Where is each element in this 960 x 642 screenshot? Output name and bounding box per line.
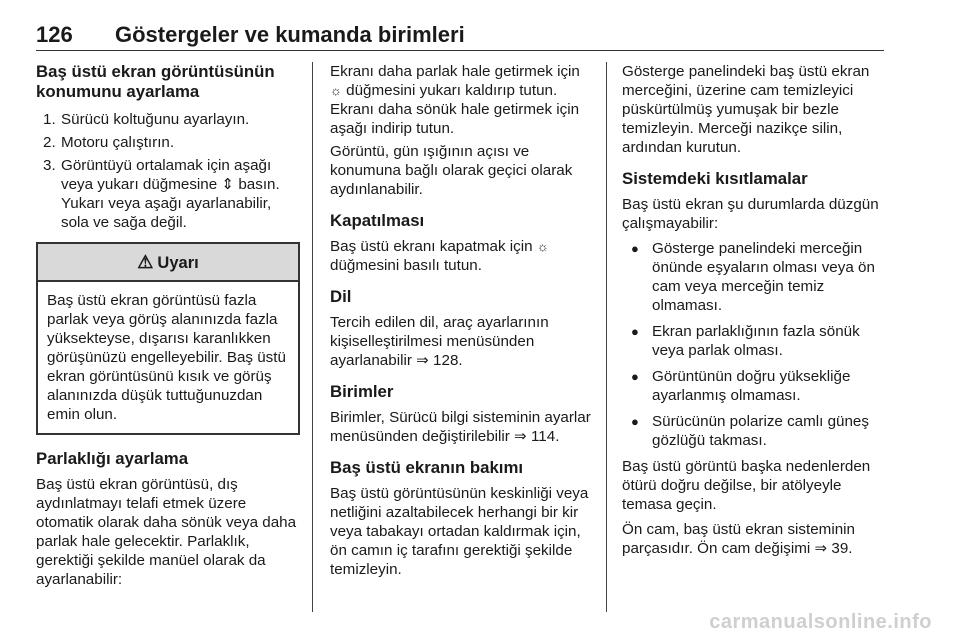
column-3 — [622, 62, 888, 558]
paragraph: Baş üstü görüntü başka nedenlerden ötürü doğru değilse, bir atölyeyle temasa geçin. — [622, 458, 871, 513]
section-heading-position: Baş üstü ekran görüntüsünün konumunu ayarlama — [36, 62, 275, 101]
section-heading-off: Kapatılması — [330, 211, 425, 230]
column-2 — [330, 62, 596, 579]
paragraph: Birimler, Sürücü bilgi sisteminin ayarlar menüsünden değiştirilebilir ⇒ 114. — [330, 409, 591, 445]
limits-list — [622, 239, 888, 450]
brightness-icon: ☼ — [330, 83, 342, 98]
list-item: ● Ekran parlaklığının fazla sönük veya parlak olması. — [631, 323, 860, 359]
section-heading-units: Birimler — [330, 382, 394, 401]
section-heading-care: Baş üstü ekranın bakımı — [330, 458, 524, 477]
section-heading-limits: Sistemdeki kısıtlamalar — [622, 169, 808, 188]
section-heading-language: Dil — [330, 287, 352, 306]
bullet-icon: ● — [631, 369, 639, 384]
warning-title: Uyarı — [157, 254, 199, 272]
warning-text: Baş üstü ekran görüntüsü fazla parlak veya görüş alanınızda fazla yüksekteyse, dışarısı karanlıkken görüşünüzü engelleyebilir. Baş üstü ekran görüntüsünü kısık ve görüş alanınızda düşük tuttuğunuzdan emin olun. — [47, 292, 286, 423]
list-item: ● Gösterge panelindeki merceğin önünde eşyaların olması veya ön cam veya merceğin temiz olmaması. — [631, 240, 875, 314]
paragraph: Tercih edilen dil, araç ayarlarının kişiselleştirilmesi menüsünden ayarlanabilir ⇒ 128. — [330, 314, 549, 369]
warning-header — [38, 244, 298, 282]
paragraph: Ekranı daha parlak hale getirmek için ☼ düğmesini yukarı kaldırıp tutun. — [330, 63, 580, 99]
warning-box — [36, 242, 300, 435]
page-number: 126 — [36, 22, 73, 47]
paragraph: Baş üstü ekranı kapatmak için ☼ düğmesini basılı tutun. — [330, 238, 549, 274]
column-1 — [36, 62, 300, 589]
section-heading-brightness: Parlaklığı ayarlama — [36, 449, 189, 468]
steps-list — [36, 110, 300, 232]
paragraph: Ön cam, baş üstü ekran sisteminin parçasıdır. Ön cam değişimi ⇒ 39. — [622, 521, 855, 557]
column-divider — [606, 62, 607, 612]
page-header — [36, 20, 884, 51]
paragraph: Ekranı daha sönük hale getirmek için aşağı indirip tutun. — [330, 101, 580, 137]
list-item: 1. Sürücü koltuğunu ayarlayın. — [43, 111, 250, 128]
bullet-icon: ● — [631, 324, 639, 339]
bullet-icon: ● — [631, 414, 639, 429]
list-item: ● Görüntünün doğru yüksekliğe ayarlanmış olmaması. — [631, 368, 851, 404]
paragraph: Görüntü, gün ışığının açısı ve konumuna bağlı olarak geçici olarak aydınlanabilir. — [330, 143, 573, 198]
paragraph: Baş üstü ekran görüntüsü, dış aydınlatmayı telafi etmek üzere otomatik olarak daha sönük veya daha parlak hale gelecektir. Parlaklık, gerektiği şekilde manüel olarak da ayarlanabilir: — [36, 476, 297, 588]
bullet-icon: ● — [631, 241, 639, 256]
watermark: carmanualsonline.info — [709, 611, 932, 633]
list-item: 2. Motoru çalıştırın. — [43, 134, 175, 151]
paragraph: Gösterge panelindeki baş üstü ekran merceğini, üzerine cam temizleyici püskürtülmüş yumuşak bir bezle temizleyin. Merceği nazikçe silin, ardından kurutun. — [622, 63, 870, 156]
list-item: 3. Görüntüyü ortalamak için aşağı veya yukarı düğmesine ⇕ basın. Yukarı veya aşağı ayarlanabilir, sola ve sağa değil. — [43, 157, 280, 231]
page-title: Göstergeler ve kumanda birimleri — [115, 22, 465, 47]
paragraph: Baş üstü görüntüsünün keskinliği veya netliğini azaltabilecek herhangi bir kir veya tabakayı ortadan kaldırmak için, ön camın iç tarafını gerektiği şekilde temizleyin. — [330, 485, 589, 578]
warning-triangle-icon: ⚠ — [137, 252, 154, 272]
brightness-icon: ☼ — [536, 239, 549, 254]
paragraph: Baş üstü ekran şu durumlarda düzgün çalışmayabilir: — [622, 196, 879, 232]
list-item: ● Sürücünün polarize camlı güneş gözlüğü takması. — [631, 413, 869, 449]
column-divider — [312, 62, 313, 612]
